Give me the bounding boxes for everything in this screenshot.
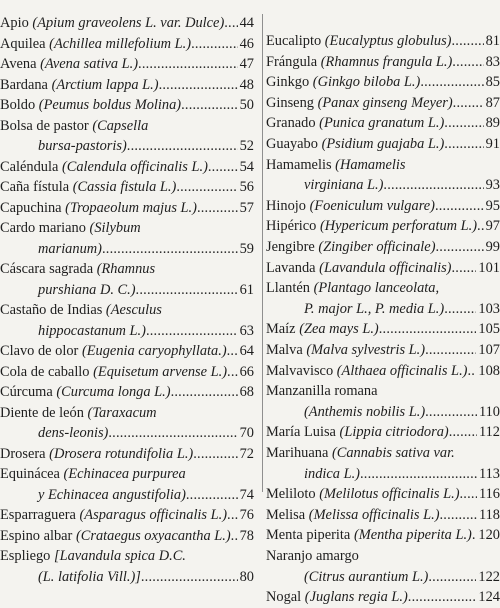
entry-name: Capuchina [0, 199, 62, 216]
entry-line [266, 258, 500, 279]
entry-latin-name-cont: dens-leonis) [38, 425, 109, 442]
entry-latin-name: (Peumus boldus Molina) [38, 97, 182, 113]
entry-latin-name: (Apium graveolens L. var. Dulce) [32, 15, 225, 31]
entry-line [0, 177, 254, 198]
entry-latin-name: (Cassia fistula L.) [72, 179, 177, 195]
entry-latin-name: (Foeniculum vulgare) [309, 197, 435, 214]
index-entry [0, 382, 254, 403]
entry-name: Ginkgo [266, 74, 310, 91]
entry-latin-name: (Aesculus [105, 302, 162, 318]
entry-line-continued [266, 299, 500, 320]
entry-latin-name: (Curcuma longa L.) [56, 384, 171, 400]
dot-leader [444, 299, 476, 320]
entry-line [266, 505, 500, 526]
entry-page-number: 85 [485, 74, 500, 91]
index-entry [0, 259, 254, 300]
entry-name: Jengibre [266, 239, 315, 255]
dot-leader [193, 444, 237, 465]
entry-page-number: 93 [485, 177, 500, 194]
entry-page-number: 107 [478, 342, 500, 358]
entry-latin-name: (Arctium lappa L.) [51, 76, 159, 93]
dot-leader [452, 52, 483, 73]
entry-page-number: 80 [239, 568, 254, 585]
entry-latin-name: (Capsella [92, 117, 149, 134]
entry-latin-name-cont: marianum) [38, 240, 102, 257]
entry-name: Hamamelis [266, 156, 332, 173]
entry-page-number: 64 [239, 343, 254, 359]
entry-line [0, 546, 254, 567]
entry-name: Aquilea [0, 35, 46, 52]
entry-name: Castaño de Indias [0, 302, 103, 318]
entry-latin-name-cont: (Anthemis nobilis L.) [304, 403, 426, 420]
entry-line [266, 113, 500, 134]
entry-latin-name-cont: hippocastanum L.) [38, 322, 146, 339]
index-entry [266, 484, 500, 505]
entry-name: Caléndula [0, 158, 59, 175]
entry-page-number: 113 [478, 465, 500, 482]
entry-name: Malva [266, 342, 303, 358]
dot-leader [191, 34, 238, 55]
entry-latin-name: (Althaea officinalis L.) [336, 362, 468, 379]
entry-line [0, 300, 254, 321]
entry-line [0, 34, 254, 55]
entry-latin-name-cont: virginiana L.) [304, 177, 384, 194]
entry-latin-name: (Equisetum arvense L.) [93, 363, 228, 380]
entry-page-number: 47 [239, 56, 254, 72]
dot-leader [224, 13, 237, 34]
entry-name: Cola de caballo [0, 363, 90, 380]
entry-name: Hipérico [266, 218, 317, 235]
entry-latin-name-cont: indica L.) [304, 465, 360, 482]
entry-name: Maíz [266, 321, 296, 338]
index-entry [266, 361, 500, 382]
entry-latin-name: (Drosera rotundifolia L.) [49, 445, 194, 462]
entry-name: Caña fístula [0, 179, 70, 195]
index-entry [0, 526, 254, 547]
dot-leader [420, 72, 483, 93]
entry-line [0, 75, 254, 96]
index-entry [0, 546, 254, 587]
entry-page-number: 81 [485, 33, 500, 49]
dot-leader [449, 422, 477, 443]
entry-name: Malvavisco [266, 362, 334, 379]
entry-name: Esparraguera [0, 507, 76, 523]
entry-line [266, 93, 500, 114]
entry-line-continued [0, 567, 254, 588]
index-entry [0, 403, 254, 444]
index-entry [0, 116, 254, 157]
index-entry [0, 95, 254, 116]
entry-line [266, 484, 500, 505]
entry-line [0, 464, 254, 485]
entry-page-number: 89 [485, 115, 500, 132]
entry-latin-name: (Calendula officinalis L.) [61, 158, 208, 175]
dot-leader [138, 54, 238, 75]
entry-name: Lavanda [266, 259, 316, 276]
entry-page-number: 91 [485, 136, 500, 152]
entry-latin-name: (Achillea millefolium L.) [49, 35, 192, 52]
entry-latin-name: (Malva sylvestris L.) [306, 342, 426, 358]
index-entry [0, 218, 254, 259]
entry-page-number: 74 [239, 486, 254, 503]
entry-name: Boldo [0, 97, 36, 113]
entry-line-continued [0, 485, 254, 506]
entry-line-continued [266, 464, 500, 485]
entry-page-number: 78 [239, 527, 254, 544]
entry-latin-name: (Hamamelis [335, 156, 406, 173]
entry-line [266, 237, 500, 258]
entry-page-number: 66 [239, 363, 254, 380]
entry-page-number: 103 [478, 300, 500, 317]
entry-name: Apio [0, 15, 29, 31]
entry-name: Avena [0, 56, 37, 72]
dot-leader [136, 280, 238, 301]
entry-page-number: 52 [239, 138, 254, 155]
dot-leader [171, 382, 238, 403]
index-entry [266, 422, 500, 443]
dot-leader [460, 484, 477, 505]
entry-line-continued [0, 423, 254, 444]
entry-latin-name: (Taraxacum [87, 404, 157, 421]
entry-line [266, 525, 500, 546]
entry-page-number: 110 [478, 403, 500, 420]
index-entry [266, 381, 500, 422]
entry-name: Bardana [0, 76, 48, 93]
entry-name: Espino albar [0, 527, 73, 544]
entry-latin-name: (Tropaeolum majus L.) [65, 199, 197, 216]
entry-name: Menta piperita [266, 527, 351, 544]
entry-line [266, 52, 500, 73]
entry-latin-name-cont: bursa-pastoris) [38, 138, 127, 155]
entry-page-number: 68 [239, 384, 254, 400]
dot-leader [383, 175, 483, 196]
entry-page-number: 120 [478, 527, 500, 544]
index-entry [266, 93, 500, 114]
entry-line [266, 31, 500, 52]
entry-name: Equinácea [0, 466, 60, 482]
index-entry [266, 278, 500, 319]
entry-line-continued [0, 136, 254, 157]
index-entry [0, 300, 254, 341]
entry-latin-name-cont: purshiana D. C.) [38, 281, 136, 298]
dot-leader [181, 95, 238, 116]
entry-name: Espliego [0, 548, 51, 564]
entry-page-number: 61 [239, 281, 254, 298]
index-entry [266, 319, 500, 340]
entry-line-continued [266, 175, 500, 196]
entry-latin-name: (Avena sativa L.) [40, 56, 139, 72]
entry-name: Cáscara sagrada [0, 261, 94, 277]
dot-leader [451, 31, 483, 52]
entry-name: Manzanilla romana [266, 383, 378, 400]
dot-leader [444, 134, 483, 155]
entry-page-number: 97 [485, 218, 500, 235]
entry-latin-name: (Melissa officinalis L.) [308, 506, 440, 523]
entry-line [0, 341, 254, 362]
dot-leader [127, 136, 238, 157]
entry-line [266, 443, 500, 464]
entry-latin-name: (Zingiber officinale) [318, 239, 436, 255]
dot-leader [159, 75, 238, 96]
entry-line [266, 381, 500, 402]
entry-page-number: 101 [478, 259, 500, 276]
dot-leader [435, 196, 484, 217]
dot-leader [425, 402, 477, 423]
entry-page-number: 56 [239, 179, 254, 195]
entry-latin-name-cont: (L. latifolia Vill.)] [38, 568, 141, 585]
entry-page-number: 87 [485, 94, 500, 111]
entry-line-continued [0, 321, 254, 342]
entry-latin-name-cont: y Echinacea angustifolia) [38, 486, 186, 503]
entry-latin-name: (Punica granatum L.) [319, 115, 445, 132]
dot-leader [176, 177, 237, 198]
dot-leader [428, 567, 476, 588]
entry-latin-name: (Silybum [89, 220, 141, 236]
entry-name: María Luisa [266, 424, 336, 441]
dot-leader [440, 505, 477, 526]
entry-line [0, 13, 254, 34]
entry-line-continued [266, 567, 500, 588]
entry-latin-name: (Eugenia caryophyllata.) [81, 343, 227, 359]
entry-name: Meliloto [266, 486, 316, 503]
entry-latin-name: (Lippia citriodora) [339, 424, 449, 441]
entry-line [266, 196, 500, 217]
dot-leader [102, 239, 238, 260]
index-entry [266, 196, 500, 217]
index-entry [266, 216, 500, 237]
entry-latin-name: (Hypericum perforatum L.) [319, 218, 478, 235]
entry-line-continued [266, 402, 500, 423]
entry-latin-name: (Eucalyptus globulus) [324, 33, 452, 49]
dot-leader [146, 321, 238, 342]
entry-page-number: 54 [239, 158, 254, 175]
entry-line [266, 278, 500, 299]
entry-line [0, 403, 254, 424]
entry-line [266, 319, 500, 340]
entry-line [266, 216, 500, 237]
dot-leader [408, 587, 477, 608]
entry-line [0, 382, 254, 403]
entry-latin-name: (Ginkgo biloba L.) [312, 74, 421, 91]
entry-name: Melisa [266, 506, 306, 523]
dot-leader [186, 485, 238, 506]
entry-line [0, 362, 254, 383]
index-entry [0, 34, 254, 55]
entry-latin-name: (Juglans regia L.) [304, 589, 408, 606]
index-entry [266, 340, 500, 361]
index-entry [266, 443, 500, 484]
entry-page-number: 57 [239, 199, 254, 216]
entry-latin-name: (Echinacea purpurea [63, 466, 186, 482]
entry-line [0, 526, 254, 547]
entry-latin-name: (Panax ginseng Meyer) [317, 94, 453, 111]
dot-leader [467, 361, 476, 382]
entry-page-number: 46 [239, 35, 254, 52]
entry-latin-name: (Rhamnus [96, 261, 156, 277]
entry-name: Nogal [266, 589, 302, 606]
dot-leader [141, 567, 238, 588]
entry-name: Guayabo [266, 136, 318, 152]
entry-line [266, 72, 500, 93]
entry-line [266, 361, 500, 382]
entry-page-number: 44 [239, 15, 254, 31]
dot-leader [108, 423, 237, 444]
entry-page-number: 72 [239, 445, 254, 462]
index-entry [266, 113, 500, 134]
index-entry [266, 134, 500, 155]
entry-name: Frángula [266, 53, 318, 70]
entry-page-number: 124 [478, 589, 500, 606]
entry-line [0, 157, 254, 178]
index-entry [0, 505, 254, 526]
entry-page-number: 63 [239, 322, 254, 339]
entry-name: Bolsa de pastor [0, 117, 89, 134]
entry-page-number: 122 [478, 568, 500, 585]
dot-leader [197, 198, 238, 219]
index-entry [0, 177, 254, 198]
entry-name: Drosera [0, 445, 46, 462]
dot-leader [435, 237, 483, 258]
dot-leader [227, 505, 238, 526]
dot-leader [379, 319, 477, 340]
entry-name: Diente de león [0, 404, 84, 421]
entry-line [0, 218, 254, 239]
index-entry [266, 237, 500, 258]
entry-name: Granado [266, 115, 316, 132]
index-entry [0, 54, 254, 75]
entry-name: Eucalipto [266, 33, 322, 49]
entry-line [266, 546, 500, 567]
entry-name: Hinojo [266, 197, 306, 214]
dot-leader [208, 157, 238, 178]
entry-latin-name: (Psidium guajaba L.) [321, 136, 445, 152]
dot-leader [425, 340, 476, 361]
entry-name: Marihuana [266, 445, 329, 461]
entry-page-number: 83 [485, 53, 500, 70]
dot-leader [360, 464, 477, 485]
index-entry [266, 587, 500, 608]
entry-latin-name: (Mentha piperita L.) [353, 527, 472, 544]
index-entry [0, 75, 254, 96]
dot-leader [231, 526, 238, 547]
entry-line [0, 116, 254, 137]
entry-page-number: 105 [478, 321, 500, 338]
column-divider [262, 14, 263, 492]
entry-latin-name: (Melilotus officinalis L.) [319, 486, 460, 503]
index-entry [266, 546, 500, 587]
entry-line [0, 505, 254, 526]
index-entry [266, 155, 500, 196]
entry-page-number: 108 [478, 362, 500, 379]
entry-page-number: 99 [485, 239, 500, 255]
entry-page-number: 95 [485, 197, 500, 214]
entry-line-continued [0, 239, 254, 260]
index-entry [266, 52, 500, 73]
entry-latin-name: (Cannabis sativa var. [331, 445, 455, 461]
index-entry [266, 258, 500, 279]
entry-name: Clavo de olor [0, 343, 79, 359]
entry-name: Naranjo amargo [266, 548, 359, 564]
index-entry [266, 505, 500, 526]
entry-name: Cúrcuma [0, 384, 53, 400]
entry-page-number: 112 [478, 424, 500, 441]
index-entry [0, 198, 254, 219]
dot-leader [451, 258, 476, 279]
entry-page-number: 118 [478, 506, 500, 523]
entry-latin-name-cont: P. major L., P. media L.) [304, 300, 445, 317]
dot-leader [227, 362, 238, 383]
entry-latin-name: (Zea mays L.) [299, 321, 379, 338]
entry-line [0, 259, 254, 280]
dot-leader [453, 93, 484, 114]
entry-latin-name: (Rhamnus frangula L.) [320, 53, 453, 70]
entry-line [266, 134, 500, 155]
entry-name: Ginseng [266, 94, 314, 111]
index-entry [266, 31, 500, 52]
entry-line [266, 340, 500, 361]
entry-page-number: 70 [239, 425, 254, 442]
index-entry [0, 464, 254, 505]
dot-leader [444, 113, 483, 134]
entry-line [0, 198, 254, 219]
entry-line [266, 155, 500, 176]
entry-line-continued [0, 280, 254, 301]
entry-latin-name: (Asparagus officinalis L.) [79, 507, 228, 523]
entry-line [0, 444, 254, 465]
entry-line [0, 54, 254, 75]
entry-latin-name: (Crataegus oxyacantha L.) [75, 527, 231, 544]
entry-line [266, 587, 500, 608]
entry-page-number: 76 [239, 507, 254, 523]
index-entry [0, 444, 254, 465]
index-entry [266, 72, 500, 93]
index-entry [0, 341, 254, 362]
entry-latin-name: (Lavandula officinalis) [319, 259, 452, 276]
entry-latin-name-cont: (Citrus aurantium L.) [304, 568, 429, 585]
index-entry [0, 13, 254, 34]
entry-latin-name: [Lavandula spica D.C. [53, 548, 186, 564]
entry-page-number: 50 [239, 97, 254, 113]
entry-page-number: 116 [478, 486, 500, 503]
dot-leader [227, 341, 238, 362]
entry-name: Llantén [266, 280, 310, 297]
entry-name: Cardo mariano [0, 220, 86, 236]
index-entry [266, 525, 500, 546]
entry-page-number: 59 [239, 240, 254, 257]
entry-latin-name: (Plantago lanceolata, [313, 280, 440, 297]
entry-page-number: 48 [239, 76, 254, 93]
index-entry [0, 157, 254, 178]
entry-line [0, 95, 254, 116]
index-entry [0, 362, 254, 383]
entry-line [266, 422, 500, 443]
